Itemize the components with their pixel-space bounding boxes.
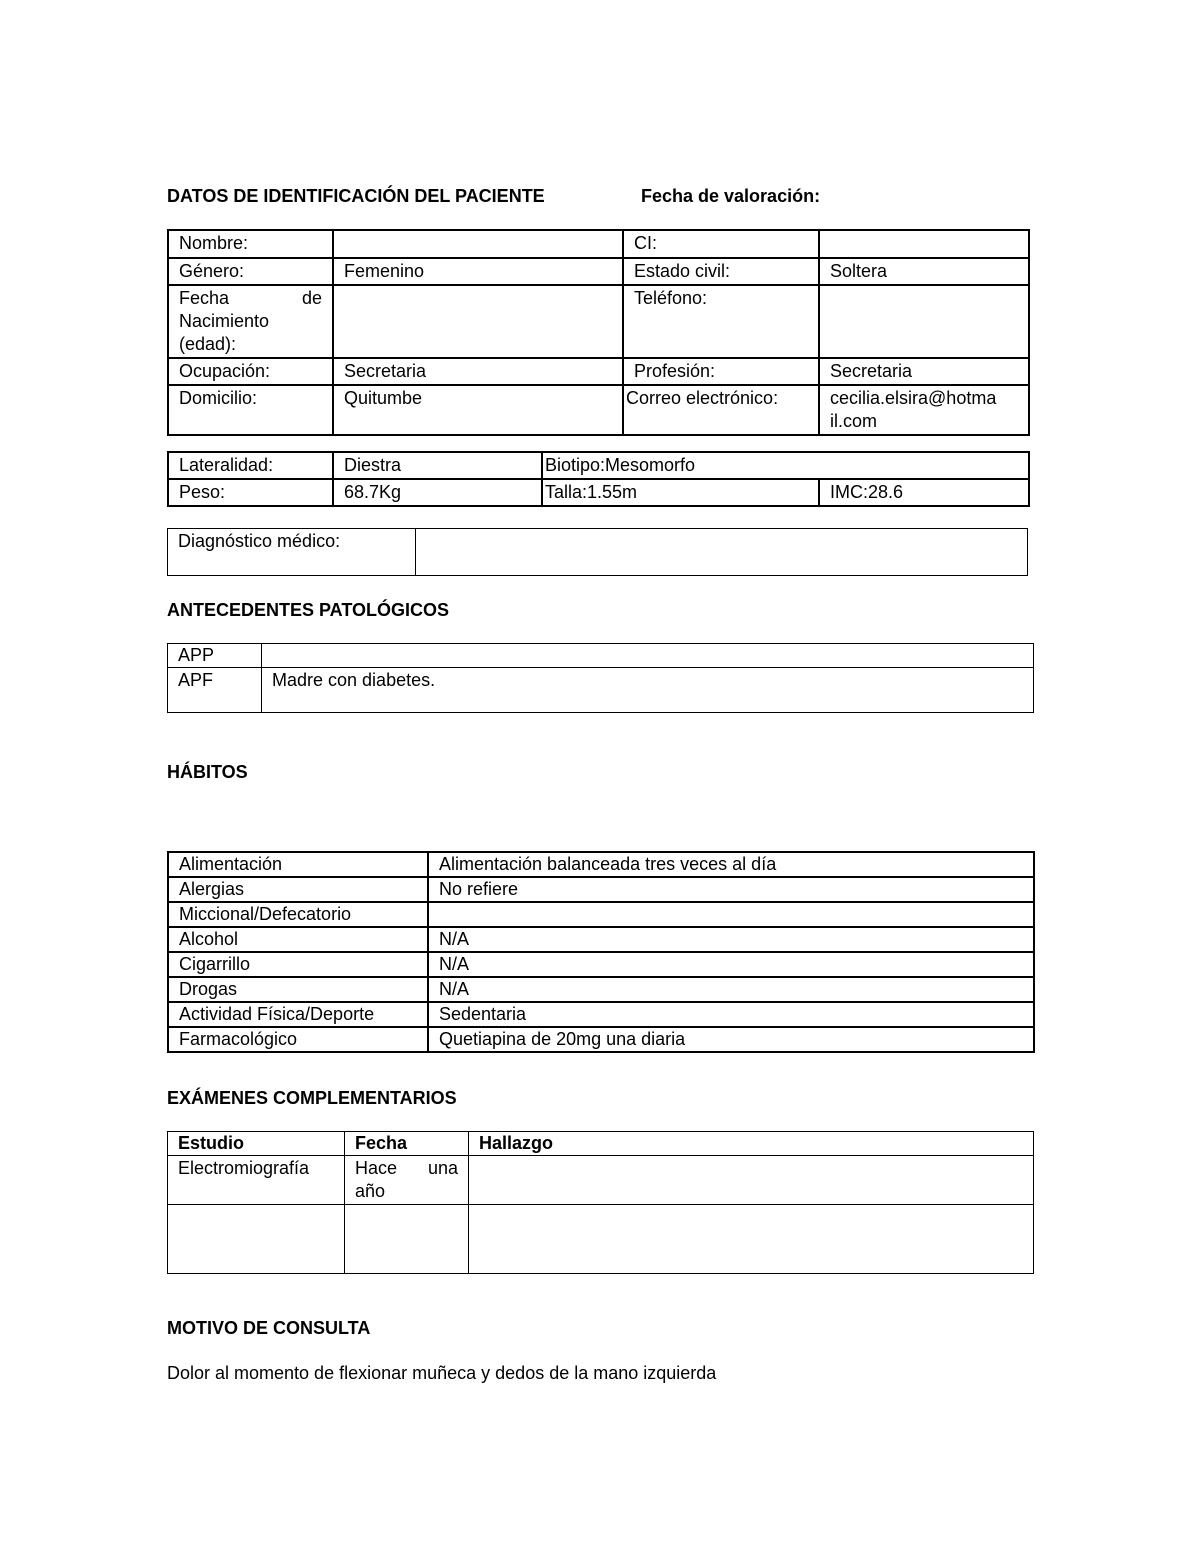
motivo-text: Dolor al momento de flexionar muñeca y dedos de la mano izquierda [167, 1363, 717, 1383]
examen-fecha-line2: año [355, 1181, 386, 1201]
habito-label: Cigarrillo [168, 952, 428, 977]
estado-civil-label: Estado civil: [623, 258, 819, 285]
habito-value: N/A [428, 952, 1034, 977]
peso-label: Peso: [168, 479, 333, 506]
fecha-nacimiento-label-line3: (edad): [179, 334, 237, 354]
app-label: APP [168, 644, 262, 668]
section-title-habitos: HÁBITOS [167, 762, 248, 782]
body-metrics-table [167, 451, 1030, 507]
header-fecha: Fecha [345, 1132, 469, 1156]
correo-label: Correo electrónico: [623, 385, 819, 435]
habito-value: Quetiapina de 20mg una diaria [428, 1027, 1034, 1052]
habito-label: Drogas [168, 977, 428, 1002]
header-hallazgo: Hallazgo [469, 1132, 1034, 1156]
fecha-nacimiento-label-line2: Nacimiento [179, 311, 270, 331]
diagnostico-label: Diagnóstico médico: [168, 529, 416, 576]
antecedentes-table [167, 643, 1034, 713]
ci-label: CI: [623, 230, 819, 258]
habito-label: Alcohol [168, 927, 428, 952]
domicilio-label: Domicilio: [168, 385, 333, 435]
fecha-nacimiento-label-line1: Fecha de [179, 288, 322, 308]
habito-value [428, 902, 1034, 927]
habitos-table [167, 851, 1035, 1053]
apf-label: APF [168, 668, 262, 713]
telefono-value [819, 285, 1029, 358]
diagnostico-value [416, 529, 1028, 576]
fecha-nacimiento-label [168, 285, 333, 358]
examen-fecha-line1: Hace una [355, 1158, 458, 1178]
section-title-identificacion: DATOS DE IDENTIFICACIÓN DEL PACIENTE [167, 186, 545, 206]
identification-table [167, 229, 1030, 436]
examen-hallazgo [469, 1205, 1034, 1274]
profesion-label: Profesión: [623, 358, 819, 385]
header-estudio: Estudio [168, 1132, 345, 1156]
habito-label: Alergias [168, 877, 428, 902]
estado-civil-value: Soltera [819, 258, 1029, 285]
habito-value: Alimentación balanceada tres veces al día [428, 852, 1034, 877]
habito-label: Alimentación [168, 852, 428, 877]
habito-label: Actividad Física/Deporte [168, 1002, 428, 1027]
examen-hallazgo [469, 1156, 1034, 1205]
imc-cell: IMC:28.6 [819, 479, 1029, 506]
peso-value: 68.7Kg [333, 479, 542, 506]
ocupacion-label: Ocupación: [168, 358, 333, 385]
correo-value-line2: il.com [830, 411, 878, 431]
apf-value: Madre con diabetes. [262, 668, 1034, 713]
examen-fecha [345, 1156, 469, 1205]
telefono-label: Teléfono: [623, 285, 819, 358]
correo-value [819, 385, 1029, 435]
nombre-value [333, 230, 623, 258]
talla-cell: Talla:1.55m [542, 479, 819, 506]
ci-value [819, 230, 1029, 258]
habito-label: Miccional/Defecatorio [168, 902, 428, 927]
section-title-motivo: MOTIVO DE CONSULTA [167, 1318, 371, 1338]
lateralidad-value: Diestra [333, 452, 542, 479]
domicilio-value: Quitumbe [333, 385, 623, 435]
section-title-antecedentes: ANTECEDENTES PATOLÓGICOS [167, 600, 450, 620]
examen-fecha [345, 1205, 469, 1274]
habito-value: No refiere [428, 877, 1034, 902]
habito-label: Farmacológico [168, 1027, 428, 1052]
examen-estudio: Electromiografía [168, 1156, 345, 1205]
ocupacion-value: Secretaria [333, 358, 623, 385]
examen-estudio [168, 1205, 345, 1274]
habito-value: N/A [428, 977, 1034, 1002]
fecha-valoracion-label: Fecha de valoración: [641, 186, 821, 206]
habito-value: N/A [428, 927, 1034, 952]
genero-label: Género: [168, 258, 333, 285]
nombre-label: Nombre: [168, 230, 333, 258]
biotipo-cell: Biotipo:Mesomorfo [542, 452, 1029, 479]
fecha-nacimiento-value [333, 285, 623, 358]
genero-value: Femenino [333, 258, 623, 285]
lateralidad-label: Lateralidad: [168, 452, 333, 479]
examenes-table [167, 1131, 1034, 1274]
diagnostico-table [167, 528, 1028, 576]
correo-value-line1: cecilia.elsira@hotma [830, 388, 997, 408]
profesion-value: Secretaria [819, 358, 1029, 385]
habito-value: Sedentaria [428, 1002, 1034, 1027]
app-value [262, 644, 1034, 668]
section-title-examenes: EXÁMENES COMPLEMENTARIOS [167, 1088, 457, 1108]
